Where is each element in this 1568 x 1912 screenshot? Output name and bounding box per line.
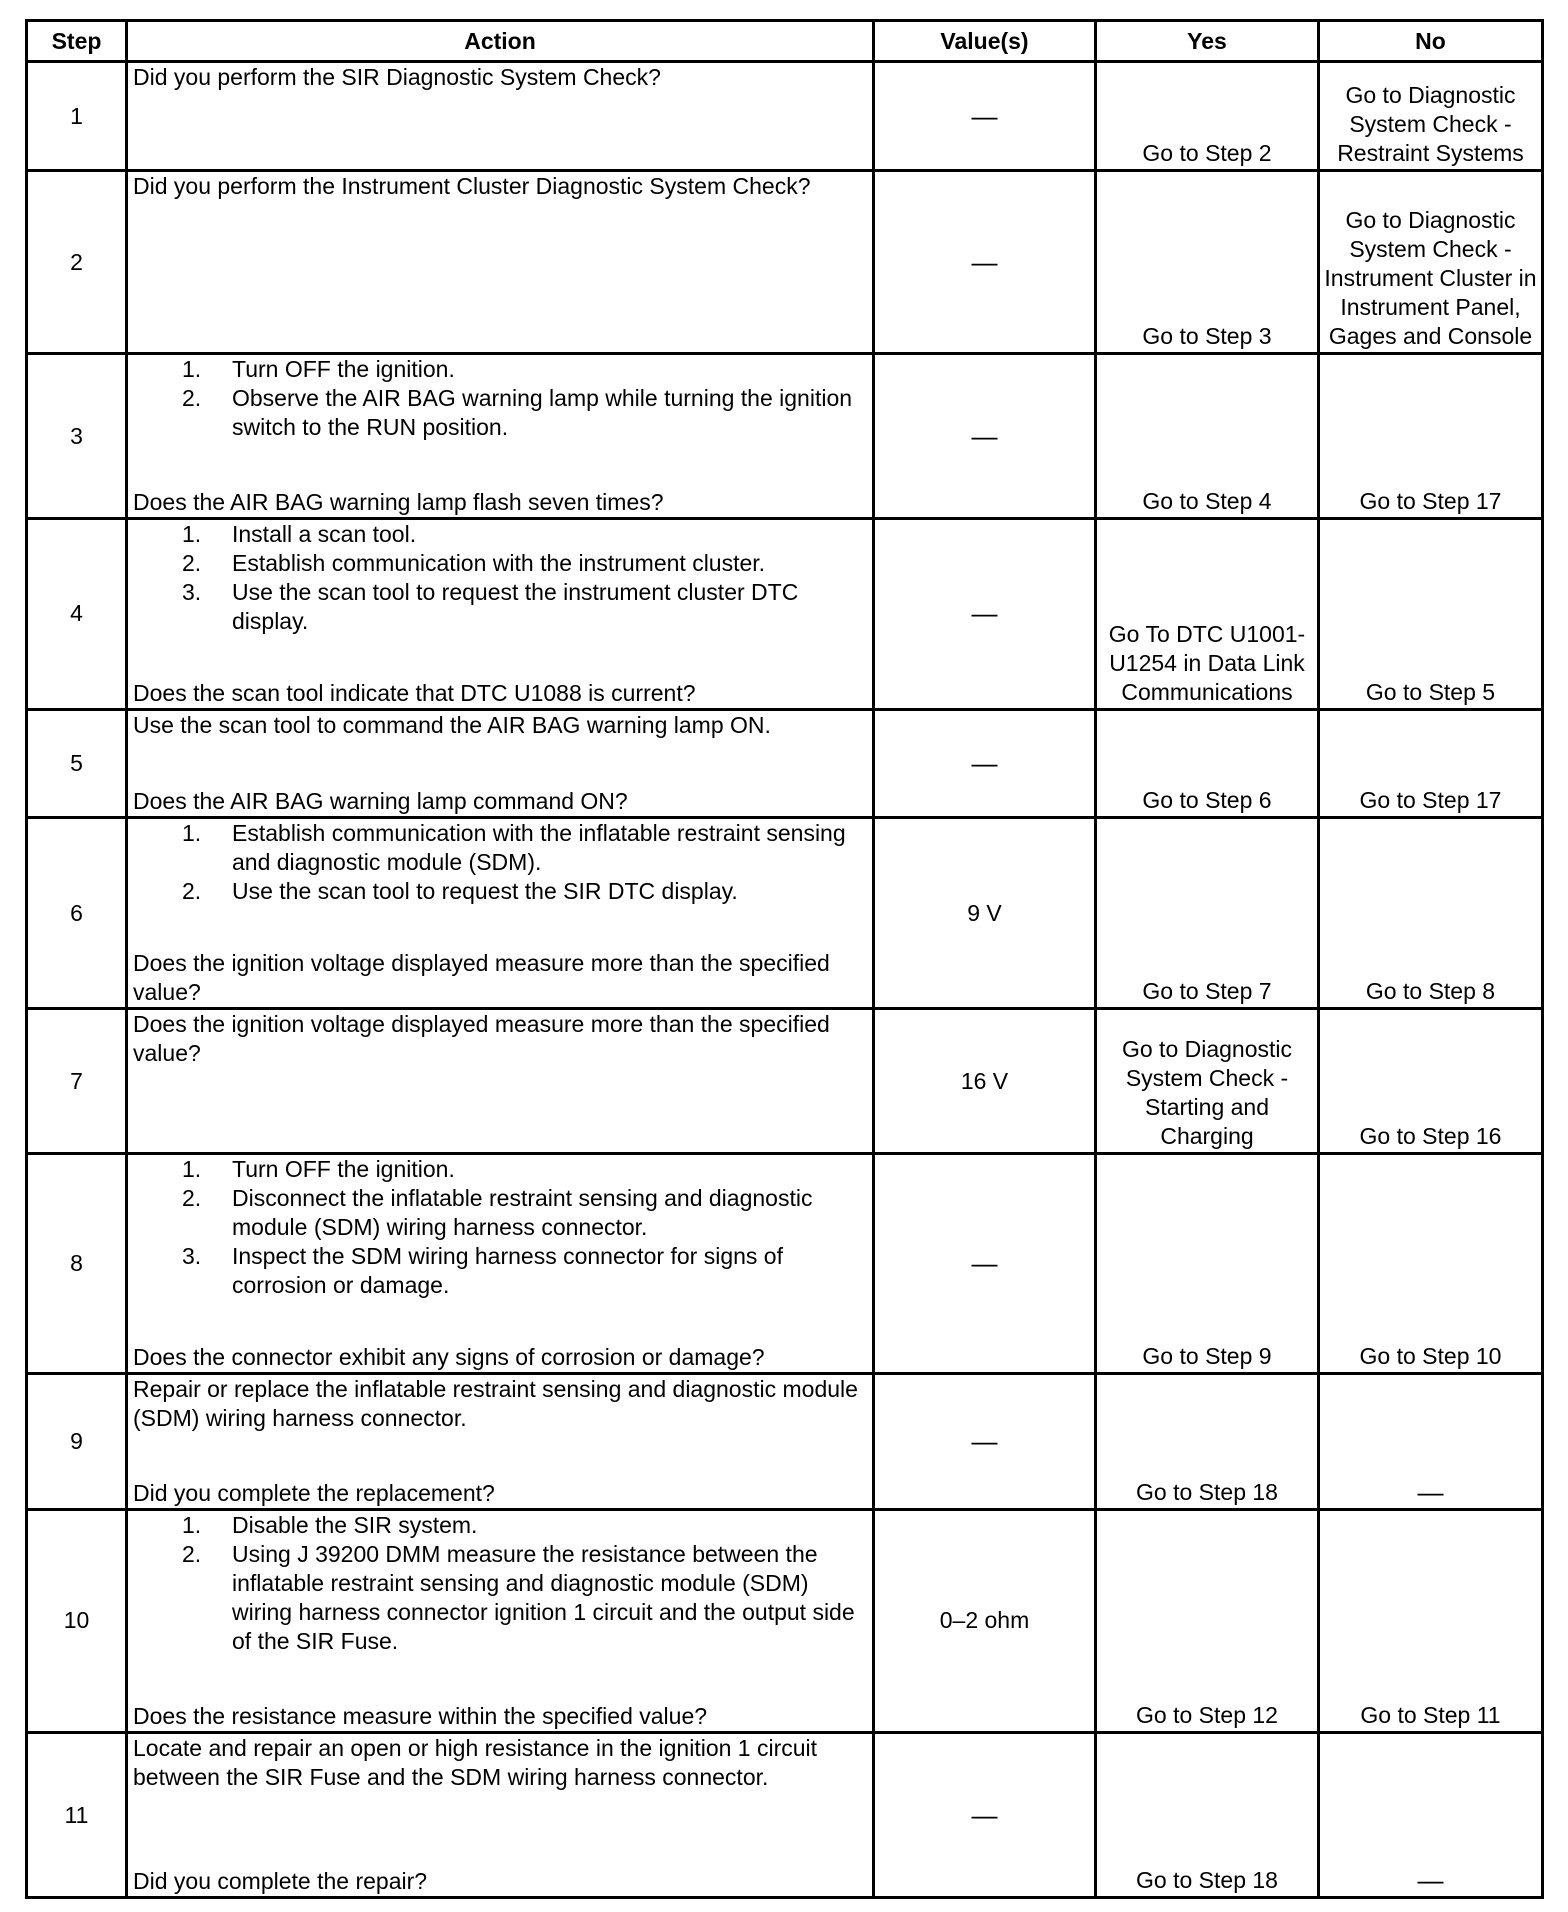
action-step-item: Inspect the SDM wiring harness connector for signs of corrosion or damage. [232, 1242, 783, 1298]
step-number: 2 [27, 171, 127, 354]
action-cell [127, 354, 874, 519]
action-cell [127, 62, 874, 171]
action-cell [127, 818, 874, 1009]
no-cell: Go to Diagnostic System Check - Instrument Cluster in Instrument Panel, Gages and Console [1319, 171, 1543, 354]
action-text: Use the scan tool to command the AIR BAG warning lamp ON. [133, 712, 771, 739]
step-number: 3 [27, 354, 127, 519]
action-step-item: Establish communication with the instrument cluster. [232, 549, 766, 576]
action-step-item: Establish communication with the inflatable restraint sensing and diagnostic module (SDM). [232, 820, 846, 876]
yes-cell: Go to Step 18 [1096, 1373, 1319, 1509]
action-question: Does the AIR BAG warning lamp flash seven times? [133, 488, 664, 515]
value-cell: — [874, 62, 1096, 171]
action-text: Does the ignition voltage displayed measure more than the specified value? [133, 1011, 830, 1067]
value-cell: — [874, 1153, 1096, 1373]
step-number: 11 [27, 1733, 127, 1898]
value-cell: 9 V [874, 818, 1096, 1009]
no-cell: Go to Step 10 [1319, 1153, 1543, 1373]
action-steps-list [133, 1511, 868, 1656]
table-row [27, 1009, 1543, 1153]
action-cell [127, 1153, 874, 1373]
action-step-item: Disable the SIR system. [232, 1511, 478, 1538]
action-question: Does the AIR BAG warning lamp command ON? [133, 788, 628, 815]
no-cell: Go to Step 17 [1319, 354, 1543, 519]
value-cell: — [874, 171, 1096, 354]
action-cell [127, 1509, 874, 1733]
action-steps-list [133, 1155, 868, 1300]
yes-cell: Go to Step 2 [1096, 62, 1319, 171]
action-text: Did you perform the SIR Diagnostic System Check? [133, 64, 661, 90]
table-row [27, 710, 1543, 818]
table-row [27, 1373, 1543, 1509]
action-cell [127, 1373, 874, 1509]
table-row [27, 818, 1543, 1009]
no-cell: Go to Step 8 [1319, 818, 1543, 1009]
yes-cell: Go to Step 4 [1096, 354, 1319, 519]
no-cell: Go to Diagnostic System Check - Restraint Systems [1319, 62, 1543, 171]
action-text: Repair or replace the inflatable restraint sensing and diagnostic module (SDM) wiring harness connector. [133, 1375, 858, 1431]
yes-cell: Go to Step 6 [1096, 710, 1319, 818]
table-row [27, 62, 1543, 171]
action-question: Does the connector exhibit any signs of corrosion or damage? [133, 1343, 765, 1370]
no-cell: — [1319, 1733, 1543, 1898]
value-cell: — [874, 1733, 1096, 1898]
action-steps-list [133, 520, 868, 636]
yes-cell: Go to Step 3 [1096, 171, 1319, 354]
action-question: Did you complete the repair? [133, 1868, 428, 1894]
step-number: 9 [27, 1373, 127, 1509]
action-question: Does the ignition voltage displayed measure more than the specified value? [133, 950, 830, 1006]
no-cell: Go to Step 17 [1319, 710, 1543, 818]
header-yes: Yes [1096, 21, 1319, 62]
action-text: Did you perform the Instrument Cluster Diagnostic System Check? [133, 173, 811, 200]
table-row [27, 1733, 1543, 1898]
action-cell [127, 1009, 874, 1153]
action-question: Does the resistance measure within the specified value? [133, 1703, 708, 1730]
table-row [27, 171, 1543, 354]
action-cell [127, 1733, 874, 1898]
action-question: Does the scan tool indicate that DTC U1088 is current? [133, 680, 696, 707]
header-value: Value(s) [874, 21, 1096, 62]
value-cell: — [874, 1373, 1096, 1509]
step-number: 7 [27, 1009, 127, 1153]
yes-cell: Go to Step 12 [1096, 1509, 1319, 1733]
yes-cell: Go to Diagnostic System Check - Starting and Charging [1096, 1009, 1319, 1153]
action-step-item: Disconnect the inflatable restraint sensing and diagnostic module (SDM) wiring harness connector. [232, 1184, 813, 1240]
action-step-item: Use the scan tool to request the SIR DTC display. [232, 878, 738, 905]
action-cell [127, 518, 874, 709]
value-cell: — [874, 710, 1096, 818]
table-row [27, 1509, 1543, 1733]
yes-cell: Go To DTC U1001-U1254 in Data Link Communications [1096, 518, 1319, 709]
value-cell: — [874, 518, 1096, 709]
value-cell: 16 V [874, 1009, 1096, 1153]
table-row [27, 1153, 1543, 1373]
value-cell: — [874, 354, 1096, 519]
header-row [27, 21, 1543, 62]
action-step-item: Install a scan tool. [232, 520, 417, 547]
action-question: Did you complete the replacement? [133, 1479, 495, 1506]
header-no: No [1319, 21, 1543, 62]
action-text: Locate and repair an open or high resistance in the ignition 1 circuit between the SIR Fuse and the SDM wiring harness connector. [133, 1735, 818, 1791]
step-number: 10 [27, 1509, 127, 1733]
action-step-item: Turn OFF the ignition. [232, 1155, 455, 1182]
yes-cell: Go to Step 18 [1096, 1733, 1319, 1898]
yes-cell: Go to Step 9 [1096, 1153, 1319, 1373]
step-number: 6 [27, 818, 127, 1009]
action-step-item: Observe the AIR BAG warning lamp while turning the ignition switch to the RUN position. [232, 385, 853, 441]
step-number: 5 [27, 710, 127, 818]
diagnostic-table [25, 19, 1544, 1899]
action-step-item: Using J 39200 DMM measure the resistance between the inflatable restraint sensing and diagnostic module (SDM) wiring harness connector ignition 1 circuit and the output side of the SIR Fuse. [232, 1540, 855, 1654]
step-number: 1 [27, 62, 127, 171]
no-cell: Go to Step 5 [1319, 518, 1543, 709]
action-steps-list [133, 819, 868, 906]
header-action: Action [127, 21, 874, 62]
action-step-item: Turn OFF the ignition. [232, 356, 455, 383]
value-cell: 0–2 ohm [874, 1509, 1096, 1733]
table-row [27, 518, 1543, 709]
step-number: 8 [27, 1153, 127, 1373]
action-cell [127, 171, 874, 354]
header-step: Step [27, 21, 127, 62]
action-cell [127, 710, 874, 818]
table-row [27, 354, 1543, 519]
no-cell: Go to Step 16 [1319, 1009, 1543, 1153]
action-steps-list [133, 355, 868, 442]
action-step-item: Use the scan tool to request the instrument cluster DTC display. [232, 578, 799, 634]
no-cell: Go to Step 11 [1319, 1509, 1543, 1733]
no-cell: — [1319, 1373, 1543, 1509]
step-number: 4 [27, 518, 127, 709]
yes-cell: Go to Step 7 [1096, 818, 1319, 1009]
